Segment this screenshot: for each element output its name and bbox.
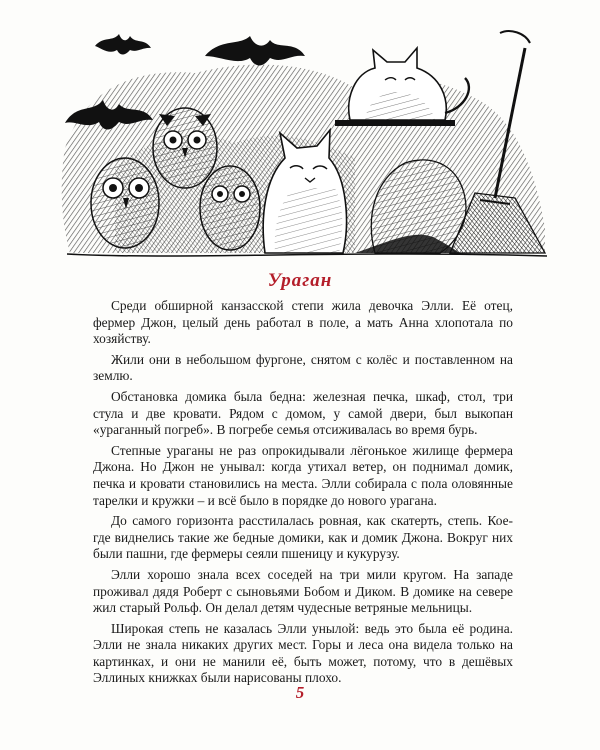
paragraph: Среди обширной канзасской степи жила девочка Элли. Её отец, фермер Джон, целый день работал в поле, а мать Анна хлопотала по хозяйству. (93, 298, 513, 347)
paragraph: Элли хорошо знала всех соседей на три мили кругом. На западе проживал дядя Роберт с сыновьями Бобом и Диком. В домике на севере жил старый Рольф. Он делал детям чудесные ветряные мельницы. (93, 566, 513, 616)
bat-icon (205, 36, 305, 66)
chapter-illustration (55, 28, 555, 263)
paragraph: Степные ураганы не раз опрокидывали лёгонькое жилище фермера Джона. Но Джон не унывал: когда утихал ветер, он поднимал домик, печка и кровати становились на места. Элли собирала с пола оловянные тарелки и кружки – и всё было в порядке до нового урагана. (93, 442, 513, 508)
paragraph: До самого горизонта расстилалась ровная, как скатерть, степь. Кое-где виднелись такие же бедные домики, как и домик Джона. Вокруг них были пашни, где фермеры сеяли пшеницу и кукурузу. (93, 513, 513, 562)
owl-illustration (200, 166, 260, 250)
chapter-title: Ураган (267, 270, 333, 291)
owl-illustration (153, 108, 217, 188)
owl-illustration (91, 158, 159, 248)
chapter-body (93, 298, 513, 691)
paragraph: Жили они в небольшом фургоне, снятом с колёс и поставленном на землю. (93, 351, 513, 384)
paragraph: Широкая степь не казалась Элли унылой: ведь это была её родина. Элли не знала никаких других мест. Горы и леса она видела только на картинках, и они не манили её, быть может, потому, что в дешёвых Эллиных книжках были нарисованы плохо. (93, 620, 513, 686)
page-number: 5 (295, 683, 305, 702)
paragraph: Обстановка домика была бедна: железная печка, шкаф, стол, три стула и две кровати. Рядом с домом, у самой двери, был выкопан «ураганный погреб». В погребе семья отсиживалась во время бурь. (93, 388, 513, 438)
bat-icon (95, 34, 151, 55)
